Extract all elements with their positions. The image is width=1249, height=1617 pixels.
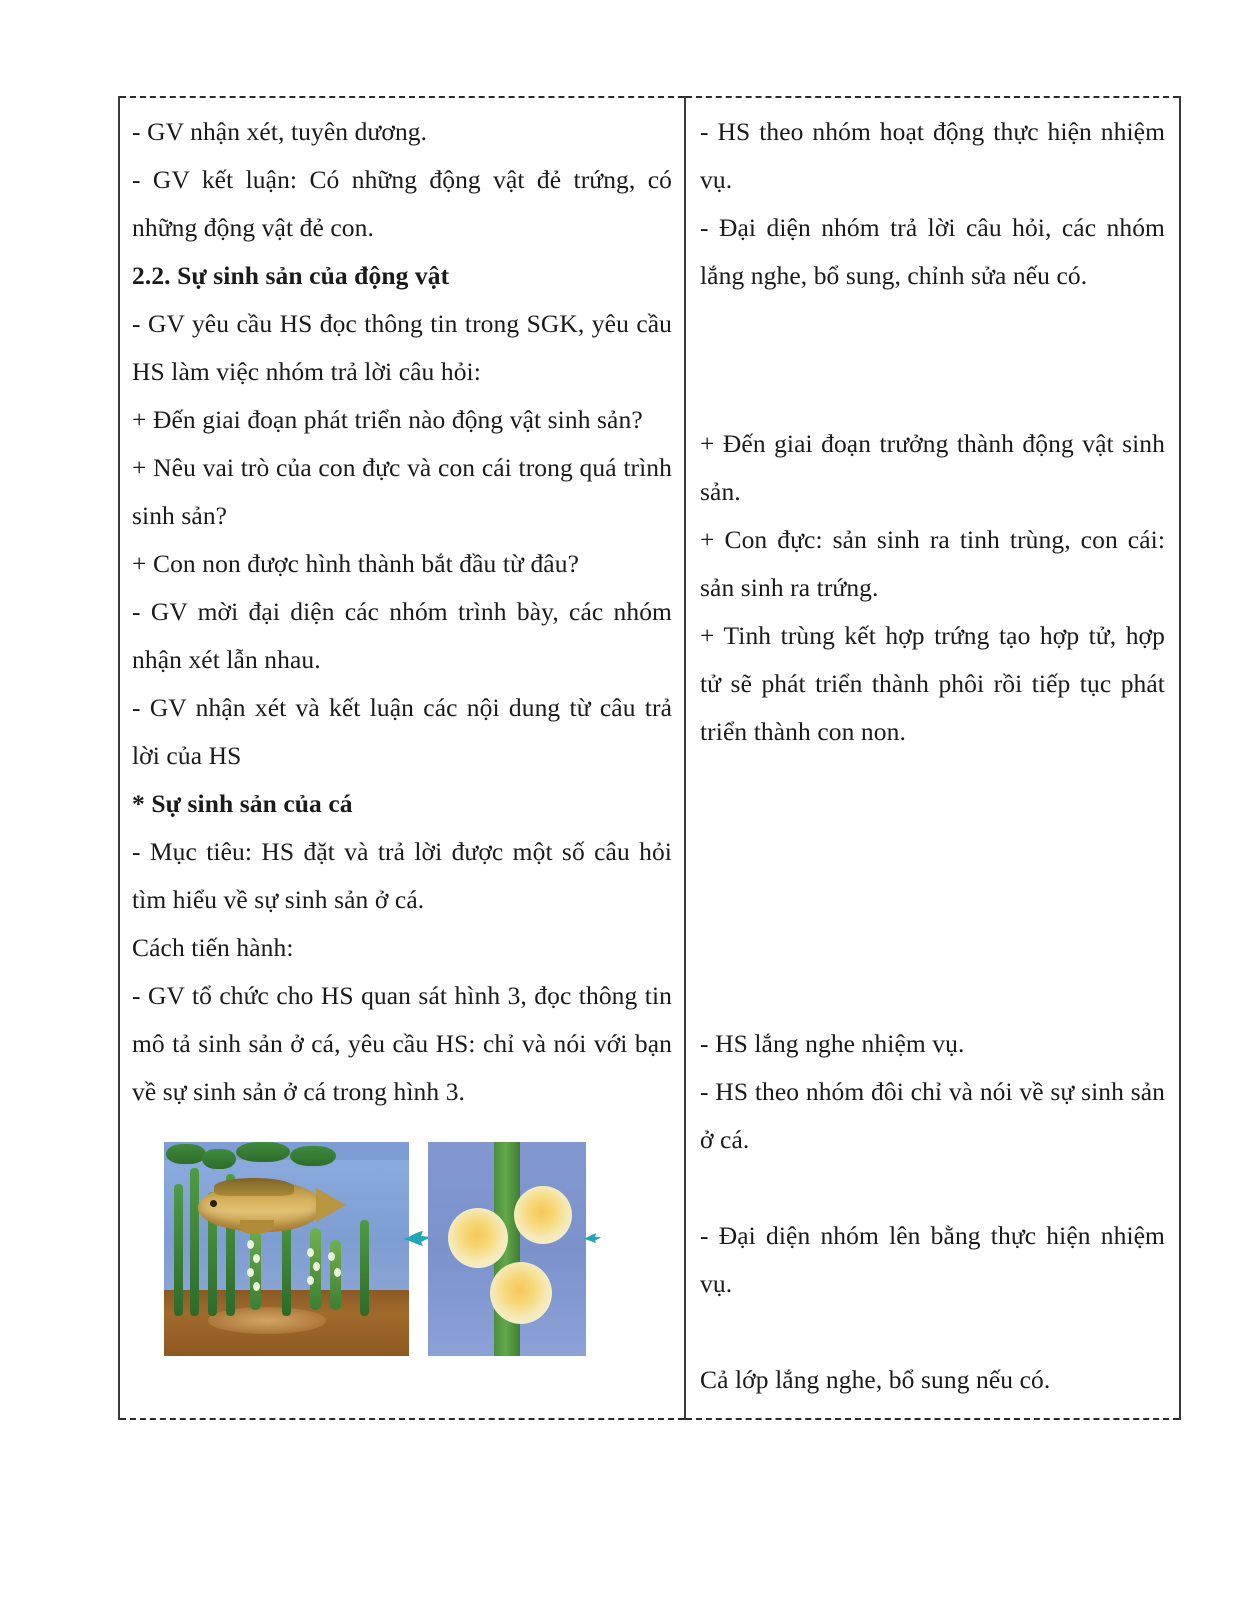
plant-bud [307, 1248, 314, 1257]
student-activities-cell [685, 97, 1180, 1419]
spacer [700, 300, 1165, 348]
reed-plant [360, 1220, 369, 1316]
reed-plant [174, 1184, 183, 1316]
spacer [700, 948, 1165, 996]
fish-in-water-panel [164, 1142, 409, 1356]
lilypads-group [164, 1142, 409, 1168]
paragraph-s2: - Đại diện nhóm trả lời câu hỏi, các nhóm lắng nghe, bổ sung, chỉnh sửa nếu có. [700, 213, 1165, 290]
paragraph-s4: + Con đực: sản sinh ra tinh trùng, con cái: sản sinh ra trứng. [700, 525, 1165, 602]
fish-eye [210, 1200, 217, 1207]
heading-fish-reproduction: * Sự sinh sản của cá [132, 789, 353, 818]
spacer [700, 900, 1165, 948]
paragraph-t7: + Con non được hình thành bắt đầu từ đâu? [132, 549, 579, 578]
heading-section-2-2: 2.2. Sự sinh sản của động vật [132, 261, 450, 290]
plant-bud [253, 1254, 260, 1263]
paragraph-t4: - GV yêu cầu HS đọc thông tin trong SGK, yêu cầu HS làm việc nhóm trả lời câu hỏi: [132, 309, 672, 386]
fish-tail [316, 1188, 346, 1222]
plant-bud [247, 1268, 254, 1277]
lilypad-icon [166, 1144, 206, 1164]
fish-icon [188, 1176, 348, 1236]
fish-dorsal [214, 1178, 294, 1196]
spacer [700, 852, 1165, 900]
fish-reproduction-figure [132, 1128, 588, 1356]
paragraph-t1: - GV nhận xét, tuyên dương. [132, 117, 428, 146]
plant-bud [253, 1282, 260, 1291]
arrow-right-icon-secondary [584, 1228, 602, 1248]
lilypad-icon [290, 1146, 336, 1166]
paragraph-t9: - GV nhận xét và kết luận các nội dung từ câu trả lời của HS [132, 693, 672, 770]
paragraph-s3: + Đến giai đoạn trưởng thành động vật sinh sản. [700, 429, 1165, 506]
paragraph-s5: + Tinh trùng kết hợp trứng tạo hợp tử, hợp tử sẽ phát triển thành phôi rồi tiếp tục phát triển thành con non. [700, 621, 1165, 746]
paragraph-s8: - Đại diện nhóm lên bằng thực hiện nhiệm vụ. [700, 1221, 1165, 1298]
paragraph-t11: - Mục tiêu: HS đặt và trả lời được một số câu hỏi tìm hiểu về sự sinh sản ở cá. [132, 837, 672, 914]
fish-eggs-panel [428, 1142, 586, 1356]
fish-egg [448, 1208, 508, 1268]
lesson-plan-table [118, 96, 1181, 1420]
spacer [700, 1164, 1165, 1212]
paragraph-t5: + Đến giai đoạn phát triển nào động vật sinh sản? [132, 405, 643, 434]
spacer [700, 756, 1165, 804]
spacer [700, 1308, 1165, 1356]
paragraph-t6: + Nêu vai trò của con đực và con cái trong quá trình sinh sản? [132, 453, 672, 530]
paragraph-s6: - HS lắng nghe nhiệm vụ. [700, 1029, 965, 1058]
paragraph-t13: - GV tổ chức cho HS quan sát hình 3, đọc thông tin mô tả sinh sản ở cá, yêu cầu HS: chỉ và nói với bạn về sự sinh sản ở cá trong hình 3. [132, 981, 672, 1106]
plant-bud [328, 1252, 335, 1261]
plant-bud [334, 1268, 341, 1277]
plant-bud [247, 1240, 254, 1249]
paragraph-s9: Cả lớp lắng nghe, bổ sung nếu có. [700, 1365, 1051, 1394]
paragraph-s1: - HS theo nhóm hoạt động thực hiện nhiệm vụ. [700, 117, 1165, 194]
teacher-activities-cell [119, 97, 685, 1419]
paragraph-t8: - GV mời đại diện các nhóm trình bày, các nhóm nhận xét lẫn nhau. [132, 597, 672, 674]
plant-bud [313, 1262, 320, 1271]
lilypad-icon [236, 1142, 290, 1162]
paragraph-t2: - GV kết luận: Có những động vật đẻ trứng, có những động vật đẻ con. [132, 165, 672, 242]
spacer [700, 396, 1165, 420]
plant-bud [307, 1276, 314, 1285]
fish-egg [490, 1262, 552, 1324]
spacer [700, 996, 1165, 1020]
paragraph-s7: - HS theo nhóm đôi chỉ và nói về sự sinh sản ở cá. [700, 1077, 1165, 1154]
paragraph-t12: Cách tiến hành: [132, 933, 294, 962]
table-row [119, 97, 1180, 1419]
spacer [700, 348, 1165, 396]
spacer [700, 804, 1165, 852]
lilypad-icon [202, 1149, 236, 1169]
fish-egg [514, 1186, 572, 1244]
